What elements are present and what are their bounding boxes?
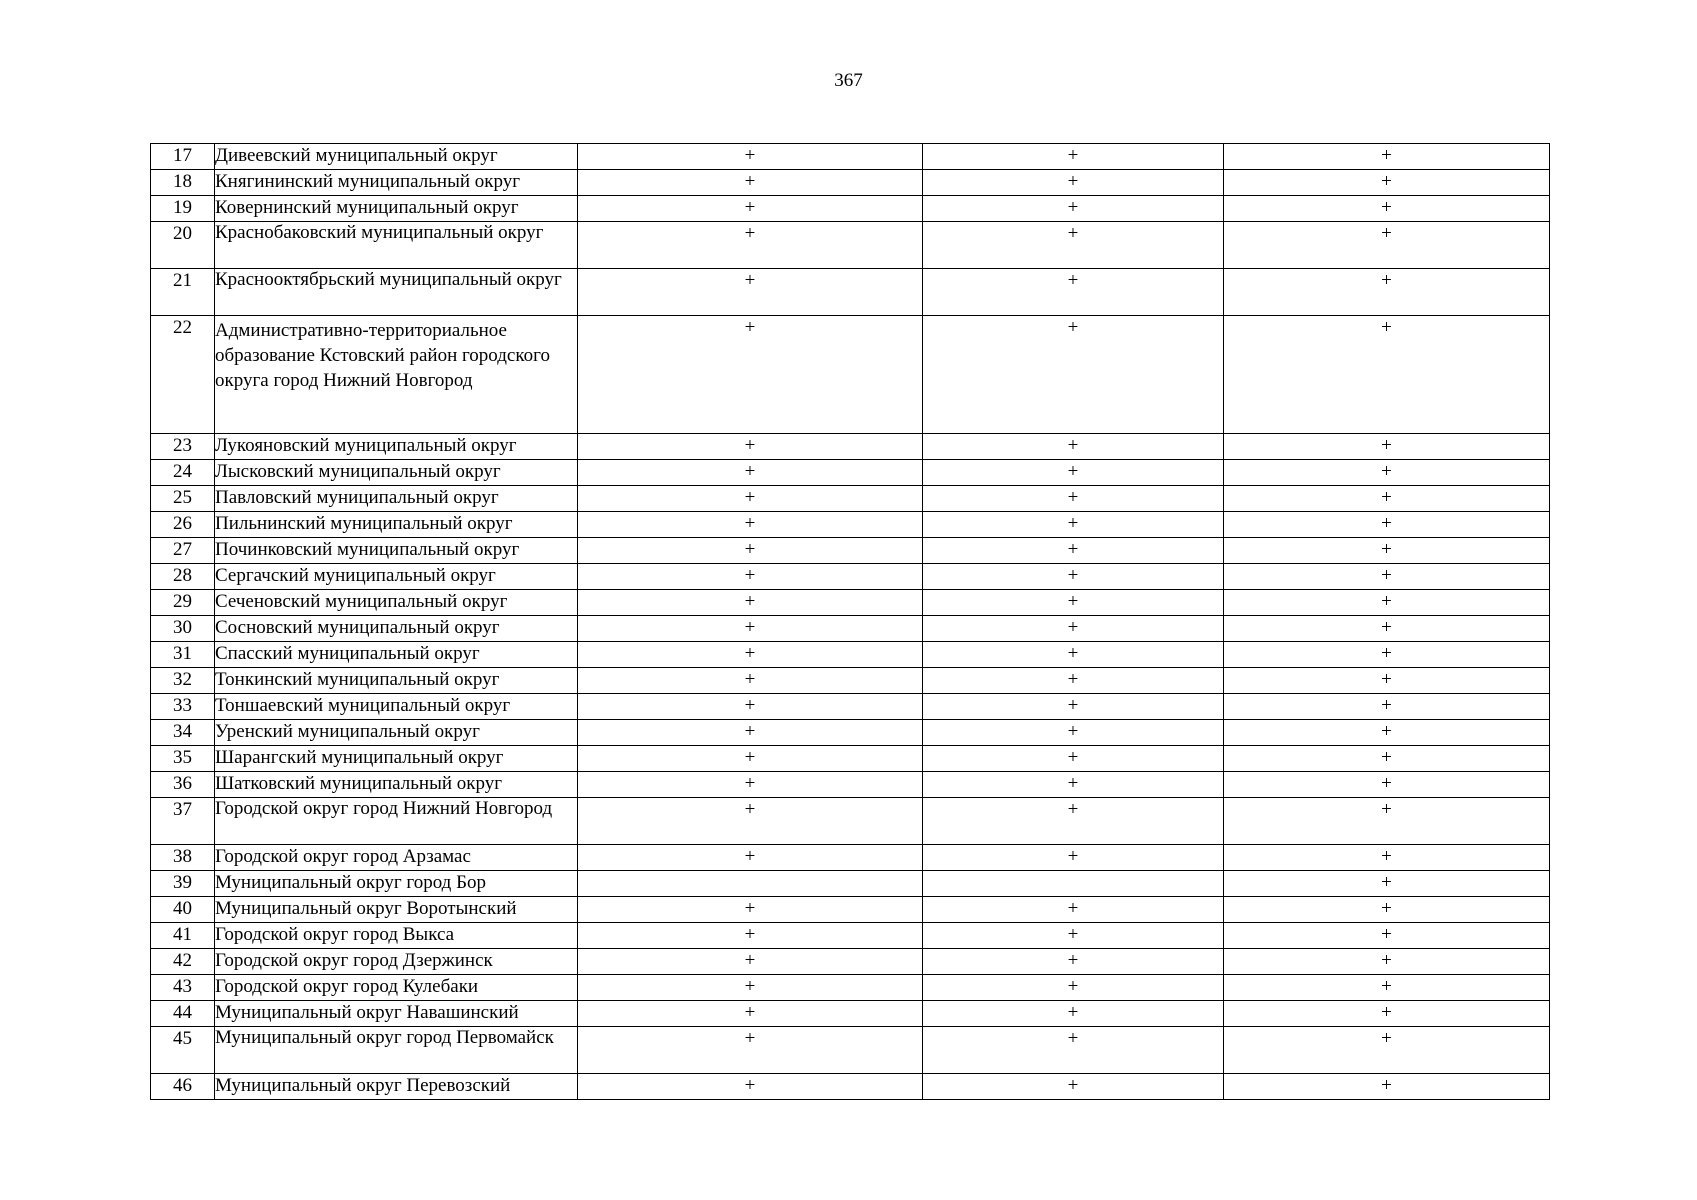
table-row <box>151 616 1550 642</box>
mark-cell-col1: + <box>578 538 923 564</box>
row-number-cell: 45 <box>151 1027 215 1074</box>
mark-cell-col1: + <box>578 144 923 170</box>
mark-cell-col3: + <box>1224 616 1550 642</box>
row-number-cell: 36 <box>151 772 215 798</box>
mark-cell-col1: + <box>578 269 923 316</box>
table-row <box>151 949 1550 975</box>
mark-cell-col2: + <box>923 746 1224 772</box>
row-number-cell: 35 <box>151 746 215 772</box>
mark-cell-col2: + <box>923 720 1224 746</box>
mark-cell-col2 <box>923 871 1224 897</box>
table-row <box>151 642 1550 668</box>
mark-cell-col2: + <box>923 772 1224 798</box>
row-number-cell: 46 <box>151 1074 215 1100</box>
mark-cell-col1: + <box>578 222 923 269</box>
mark-cell-col3: + <box>1224 222 1550 269</box>
mark-cell-col2: + <box>923 616 1224 642</box>
municipality-name-cell: Пильнинский муниципальный округ <box>215 512 578 538</box>
mark-cell-col1: + <box>578 316 923 434</box>
mark-cell-col3: + <box>1224 845 1550 871</box>
mark-cell-col2: + <box>923 144 1224 170</box>
municipality-name-cell: Шарангский муниципальный округ <box>215 746 578 772</box>
mark-cell-col1: + <box>578 746 923 772</box>
mark-cell-col2: + <box>923 923 1224 949</box>
mark-cell-col3: + <box>1224 538 1550 564</box>
mark-cell-col3: + <box>1224 975 1550 1001</box>
row-number-cell: 27 <box>151 538 215 564</box>
municipalities-table <box>150 143 1550 1100</box>
mark-cell-col3: + <box>1224 316 1550 434</box>
table-row <box>151 434 1550 460</box>
municipality-name-cell: Тонкинский муниципальный округ <box>215 668 578 694</box>
municipality-name-cell: Сосновский муниципальный округ <box>215 616 578 642</box>
mark-cell-col3: + <box>1224 460 1550 486</box>
mark-cell-col1: + <box>578 1001 923 1027</box>
mark-cell-col3: + <box>1224 196 1550 222</box>
row-number-cell: 21 <box>151 269 215 316</box>
table-row <box>151 845 1550 871</box>
row-number-cell: 25 <box>151 486 215 512</box>
table-row <box>151 538 1550 564</box>
mark-cell-col2: + <box>923 1074 1224 1100</box>
municipality-name-cell: Тоншаевский муниципальный округ <box>215 694 578 720</box>
mark-cell-col3: + <box>1224 590 1550 616</box>
table-row <box>151 1001 1550 1027</box>
row-number-cell: 34 <box>151 720 215 746</box>
page-number: 367 <box>834 70 863 91</box>
mark-cell-col3: + <box>1224 694 1550 720</box>
municipality-name-cell: Муниципальный округ город Первомайск <box>215 1027 578 1074</box>
mark-cell-col2: + <box>923 1027 1224 1074</box>
row-number-cell: 39 <box>151 871 215 897</box>
mark-cell-col1: + <box>578 694 923 720</box>
mark-cell-col2: + <box>923 486 1224 512</box>
mark-cell-col3: + <box>1224 512 1550 538</box>
row-number-cell: 28 <box>151 564 215 590</box>
table-row <box>151 460 1550 486</box>
mark-cell-col1: + <box>578 949 923 975</box>
table-row <box>151 975 1550 1001</box>
table-row <box>151 923 1550 949</box>
table-row <box>151 196 1550 222</box>
mark-cell-col2: + <box>923 434 1224 460</box>
row-number-cell: 32 <box>151 668 215 694</box>
mark-cell-col3: + <box>1224 434 1550 460</box>
table-row <box>151 590 1550 616</box>
mark-cell-col1: + <box>578 642 923 668</box>
mark-cell-col3: + <box>1224 798 1550 845</box>
municipality-name-cell: Лысковский муниципальный округ <box>215 460 578 486</box>
row-number-cell: 23 <box>151 434 215 460</box>
table-row <box>151 1027 1550 1074</box>
mark-cell-col1: + <box>578 590 923 616</box>
mark-cell-col3: + <box>1224 871 1550 897</box>
municipality-name-cell: Муниципальный округ Воротынский <box>215 897 578 923</box>
mark-cell-col1: + <box>578 668 923 694</box>
row-number-cell: 38 <box>151 845 215 871</box>
mark-cell-col1: + <box>578 486 923 512</box>
mark-cell-col3: + <box>1224 269 1550 316</box>
mark-cell-col3: + <box>1224 144 1550 170</box>
municipality-name-cell: Муниципальный округ Навашинский <box>215 1001 578 1027</box>
row-number-cell: 29 <box>151 590 215 616</box>
mark-cell-col2: + <box>923 694 1224 720</box>
municipality-name-cell: Уренский муниципальный округ <box>215 720 578 746</box>
municipality-name-cell: Шатковский муниципальный округ <box>215 772 578 798</box>
table-body <box>151 144 1550 1100</box>
mark-cell-col2: + <box>923 269 1224 316</box>
row-number-cell: 20 <box>151 222 215 269</box>
row-number-cell: 30 <box>151 616 215 642</box>
mark-cell-col1: + <box>578 720 923 746</box>
mark-cell-col3: + <box>1224 1001 1550 1027</box>
row-number-cell: 44 <box>151 1001 215 1027</box>
table-row <box>151 512 1550 538</box>
mark-cell-col1: + <box>578 798 923 845</box>
mark-cell-col2: + <box>923 222 1224 269</box>
mark-cell-col1: + <box>578 897 923 923</box>
table-row <box>151 269 1550 316</box>
row-number-cell: 43 <box>151 975 215 1001</box>
mark-cell-col2: + <box>923 590 1224 616</box>
row-number-cell: 24 <box>151 460 215 486</box>
municipality-name-cell: Городской округ город Нижний Новгород <box>215 798 578 845</box>
municipality-name-cell: Городской округ город Кулебаки <box>215 975 578 1001</box>
mark-cell-col2: + <box>923 897 1224 923</box>
row-number-cell: 37 <box>151 798 215 845</box>
mark-cell-col1 <box>578 871 923 897</box>
mark-cell-col2: + <box>923 1001 1224 1027</box>
mark-cell-col1: + <box>578 975 923 1001</box>
mark-cell-col2: + <box>923 538 1224 564</box>
mark-cell-col3: + <box>1224 642 1550 668</box>
mark-cell-col2: + <box>923 949 1224 975</box>
row-number-cell: 31 <box>151 642 215 668</box>
municipality-name-cell: Административно-территориальное образование Кстовский район городского округа город Нижний Новгород <box>215 316 578 434</box>
mark-cell-col1: + <box>578 196 923 222</box>
table-row <box>151 897 1550 923</box>
mark-cell-col2: + <box>923 845 1224 871</box>
table-row <box>151 564 1550 590</box>
mark-cell-col2: + <box>923 170 1224 196</box>
table-row <box>151 694 1550 720</box>
table-row <box>151 871 1550 897</box>
mark-cell-col1: + <box>578 434 923 460</box>
mark-cell-col3: + <box>1224 564 1550 590</box>
table-row <box>151 144 1550 170</box>
table-row <box>151 720 1550 746</box>
mark-cell-col3: + <box>1224 170 1550 196</box>
municipality-name-cell: Княгининский муниципальный округ <box>215 170 578 196</box>
mark-cell-col1: + <box>578 460 923 486</box>
mark-cell-col2: + <box>923 460 1224 486</box>
row-number-cell: 19 <box>151 196 215 222</box>
mark-cell-col1: + <box>578 170 923 196</box>
mark-cell-col1: + <box>578 616 923 642</box>
table-row <box>151 316 1550 434</box>
mark-cell-col2: + <box>923 196 1224 222</box>
mark-cell-col1: + <box>578 772 923 798</box>
row-number-cell: 18 <box>151 170 215 196</box>
municipality-name-cell: Муниципальный округ Перевозский <box>215 1074 578 1100</box>
mark-cell-col1: + <box>578 1027 923 1074</box>
table-row <box>151 746 1550 772</box>
mark-cell-col1: + <box>578 1074 923 1100</box>
table-row <box>151 772 1550 798</box>
row-number-cell: 26 <box>151 512 215 538</box>
mark-cell-col3: + <box>1224 720 1550 746</box>
municipality-name-cell: Ковернинский муниципальный округ <box>215 196 578 222</box>
municipality-name-cell: Лукояновский муниципальный округ <box>215 434 578 460</box>
municipality-name-cell: Городской округ город Выкса <box>215 923 578 949</box>
mark-cell-col2: + <box>923 512 1224 538</box>
municipality-name-cell: Спасский муниципальный округ <box>215 642 578 668</box>
table-row <box>151 798 1550 845</box>
mark-cell-col3: + <box>1224 772 1550 798</box>
table-row <box>151 486 1550 512</box>
municipality-name-cell: Дивеевский муниципальный округ <box>215 144 578 170</box>
mark-cell-col3: + <box>1224 486 1550 512</box>
mark-cell-col3: + <box>1224 1027 1550 1074</box>
mark-cell-col3: + <box>1224 897 1550 923</box>
mark-cell-col3: + <box>1224 949 1550 975</box>
row-number-cell: 33 <box>151 694 215 720</box>
municipality-name-cell: Павловский муниципальный округ <box>215 486 578 512</box>
municipality-name-cell: Краснобаковский муниципальный округ <box>215 222 578 269</box>
table-row <box>151 1074 1550 1100</box>
mark-cell-col1: + <box>578 564 923 590</box>
mark-cell-col2: + <box>923 975 1224 1001</box>
mark-cell-col3: + <box>1224 1074 1550 1100</box>
municipality-name-cell: Сеченовский муниципальный округ <box>215 590 578 616</box>
mark-cell-col1: + <box>578 512 923 538</box>
municipality-name-cell: Муниципальный округ город Бор <box>215 871 578 897</box>
mark-cell-col2: + <box>923 564 1224 590</box>
municipality-name-cell: Починковский муниципальный округ <box>215 538 578 564</box>
mark-cell-col3: + <box>1224 923 1550 949</box>
row-number-cell: 22 <box>151 316 215 434</box>
mark-cell-col1: + <box>578 845 923 871</box>
municipality-name-cell: Городской округ город Арзамас <box>215 845 578 871</box>
row-number-cell: 42 <box>151 949 215 975</box>
municipality-name-cell: Краснооктябрьский муниципальный округ <box>215 269 578 316</box>
mark-cell-col3: + <box>1224 746 1550 772</box>
municipality-name-cell: Сергачский муниципальный округ <box>215 564 578 590</box>
table-row <box>151 170 1550 196</box>
mark-cell-col1: + <box>578 923 923 949</box>
table-row <box>151 668 1550 694</box>
mark-cell-col2: + <box>923 316 1224 434</box>
row-number-cell: 17 <box>151 144 215 170</box>
mark-cell-col2: + <box>923 642 1224 668</box>
table-row <box>151 222 1550 269</box>
row-number-cell: 40 <box>151 897 215 923</box>
mark-cell-col2: + <box>923 798 1224 845</box>
mark-cell-col2: + <box>923 668 1224 694</box>
row-number-cell: 41 <box>151 923 215 949</box>
municipality-name-cell: Городской округ город Дзержинск <box>215 949 578 975</box>
mark-cell-col3: + <box>1224 668 1550 694</box>
